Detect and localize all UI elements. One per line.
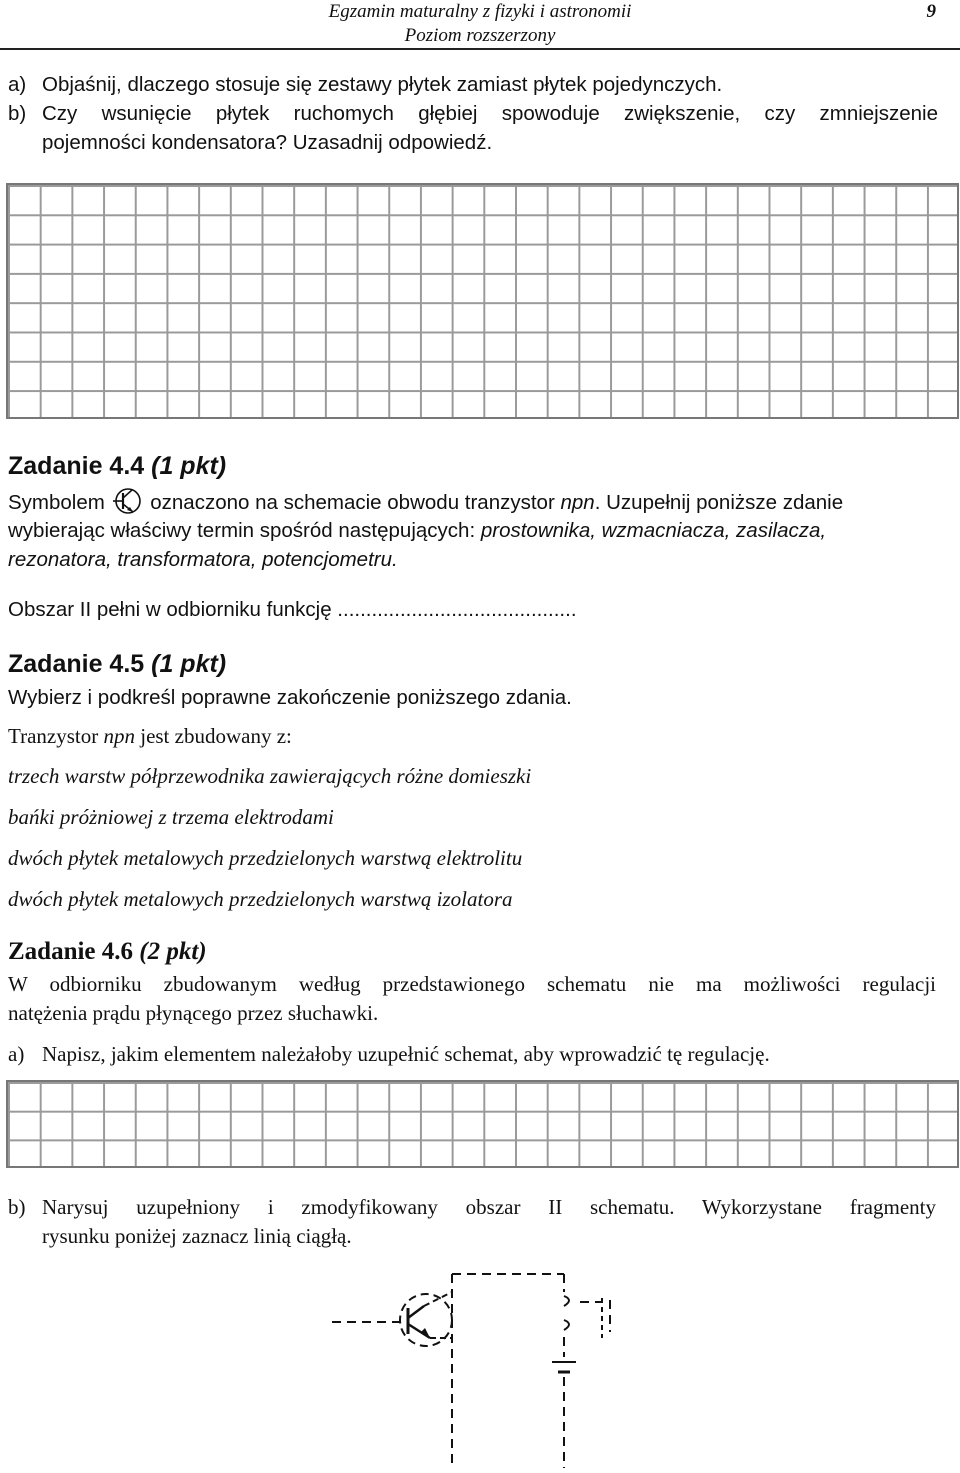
question-4-3-b [8, 99, 938, 157]
task-4-6-a-text: Napisz, jakim elementem należałoby uzupełnić schemat, aby wprowadzić tę regulację. [42, 1042, 770, 1066]
answer-grid-4-6a[interactable] [6, 1080, 959, 1168]
question-a-label: a) [8, 73, 27, 96]
task-4-4-line1 [8, 487, 938, 517]
task-4-6-b-text-line1: Narysuj uzupełniony i zmodyfikowany obszar II schematu. Wykorzystane fragmenty [42, 1195, 936, 1219]
option-4[interactable]: dwóch płytek metalowych przedzielonych warstwą izolatora [8, 887, 513, 911]
stem-text-a: Tranzystor [8, 724, 99, 748]
symbol-word: Symbolem [8, 491, 105, 514]
page-header [0, 0, 960, 48]
task-4-6-a [8, 1040, 938, 1069]
task-4-4-terms-2: rezonatora, transformatora, potencjometru. [8, 548, 398, 571]
task-4-4-text-b: . Uzupełnij poniższe zdanie [594, 491, 844, 514]
task-4-5-stem [8, 722, 938, 751]
stem-npn: npn [103, 724, 135, 748]
task-4-6-title: Zadanie 4.6 [8, 938, 134, 965]
task-4-4-title: Zadanie 4.4 [8, 452, 145, 480]
option-2[interactable]: bańki próżniowej z trzema elektrodami [8, 805, 334, 829]
exam-title: Egzamin maturalny z fizyki i astronomii [328, 1, 632, 22]
question-4-3-a [8, 70, 938, 99]
task-4-5-heading [8, 650, 226, 679]
task-4-6-heading [8, 938, 207, 966]
page-number: 9 [926, 1, 936, 22]
question-a-text: Objaśnij, dlaczego stosuje się zestawy płytek zamiast płytek pojedynczych. [42, 73, 723, 96]
task-4-4-terms-1: prostownika, wzmacniacza, zasilacza, [480, 519, 827, 542]
option-1[interactable]: trzech warstw półprzewodnika zawierających różne domieszki [8, 764, 532, 788]
exam-level: Poziom rozszerzony [404, 25, 556, 46]
task-4-5-instruction: Wybierz i podkreśl poprawne zakończenie poniższego zdania. [8, 686, 572, 709]
transistor-symbol-icon [111, 487, 145, 513]
task-4-6-intro-line2: natężenia prądu płynącego przez słuchawki. [8, 1001, 379, 1025]
task-4-6-a-label: a) [8, 1042, 25, 1066]
stem-text-b: jest zbudowany z: [140, 724, 292, 748]
task-4-4-text-a: oznaczono na schemacie obwodu tranzystor [150, 491, 555, 514]
task-4-5-title: Zadanie 4.5 [8, 650, 145, 678]
task-4-6-intro-line1: W odbiorniku zbudowanym według przedstawionego schematu nie ma możliwości regulacji [8, 972, 936, 996]
task-4-4-heading [8, 452, 226, 481]
header-divider [0, 48, 960, 50]
task-4-4-answer-line[interactable]: Obszar II pełni w odbiorniku funkcję .......................................... [8, 598, 577, 621]
npn-term: npn [560, 491, 595, 514]
option-3[interactable]: dwóch płytek metalowych przedzielonych warstwą elektrolitu [8, 846, 523, 870]
dashed-circuit-fragment-icon [320, 1262, 660, 1468]
question-b-label: b) [8, 102, 27, 125]
task-4-6-b [8, 1193, 936, 1251]
task-4-6-b-label: b) [8, 1195, 26, 1219]
question-b-text-line2: pojemności kondensatora? Uzasadnij odpowiedź. [42, 131, 493, 154]
question-b-text-line1: Czy wsunięcie płytek ruchomych głębiej spowoduje zwiększenie, czy zmniejszenie [42, 102, 938, 125]
task-4-4-choose-text: wybierając właściwy termin spośród następujących: [8, 519, 476, 542]
task-4-6-b-text-line2: rysunku poniżej zaznacz linią ciągłą. [42, 1224, 352, 1248]
answer-grid-4-3[interactable] [6, 183, 959, 419]
task-4-6-intro [8, 970, 936, 1028]
task-4-4-points: (1 pkt) [151, 452, 227, 480]
task-4-4-line2 [8, 516, 938, 545]
task-4-5-points: (1 pkt) [151, 650, 227, 678]
task-4-6-points: (2 pkt) [139, 938, 207, 965]
